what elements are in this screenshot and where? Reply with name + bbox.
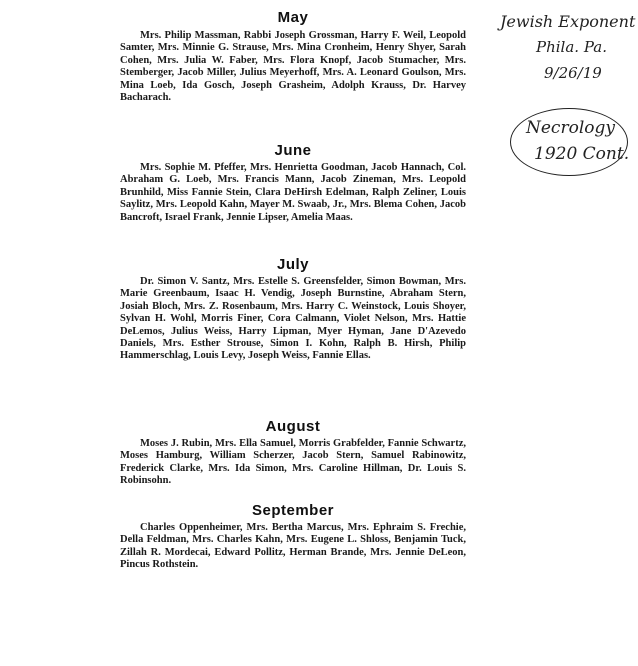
- month-heading-august: August: [265, 418, 321, 435]
- month-heading-september: September: [251, 502, 335, 519]
- annotation-source: Jewish Exponent: [500, 12, 636, 31]
- annotation-necrology: Necrology: [526, 118, 615, 138]
- annotation-year: 1920 Cont.: [534, 144, 630, 164]
- month-heading-june: June: [274, 142, 312, 159]
- annotation-date: 9/26/19: [544, 64, 602, 82]
- necrology-list-august: Moses J. Rubin, Mrs. Ella Samuel, Morris Grabfelder, Fannie Schwartz, Moses Hamburg, William Scherzer, Jacob Stern, Samuel Rabinowitz, Frederick Clarke, Mrs. Ida Simon, Mrs. Caroline Hillman, Dr. Louis S. Robinsohn.: [120, 438, 466, 487]
- necrology-list-july: Dr. Simon V. Santz, Mrs. Estelle S. Greensfelder, Simon Bowman, Mrs. Marie Greenbaum, Isaac H. Vendig, Joseph Burnstine, Abraham Stern, Josiah Bloch, Mrs. Z. Rosenbaum, Mrs. Harry C. Weinstock, Louis Shoyer, Sylvan H. Wohl, Morris Finer, Cora Calmann, Violet Nelson, Mrs. Hattie DeLemos, Julius Weiss, Harry Lipman, Myer Hyman, Jane D'Azevedo Daniels, Mrs. Esther Strouse, Simon I. Kohn, Ralph B. Hirsh, Philip Hammerschlag, Louis Levy, Joseph Weiss, Fannie Ellas.: [120, 276, 466, 362]
- necrology-list-september: Charles Oppenheimer, Mrs. Bertha Marcus, Mrs. Ephraim S. Frechie, Della Feldman, Mrs. Charles Kahn, Mrs. Eugene L. Shloss, Benjamin Tuck, Zillah R. Mordecai, Edward Pollitz, Herman Brande, Mrs. Jennie DeLeon, Pincus Rothstein.: [120, 522, 466, 571]
- month-heading-july: July: [276, 256, 309, 273]
- newspaper-clipping: [108, 0, 478, 620]
- annotation-city: Phila. Pa.: [536, 38, 607, 56]
- necrology-list-june: Mrs. Sophie M. Pfeffer, Mrs. Henrietta Goodman, Jacob Hannach, Col. Abraham G. Loeb, Mrs. Francis Mann, Jacob Zineman, Mrs. Leopold Brunhild, Miss Fannie Stein, Clara DeHirsh Edelman, Ralph Zeliner, Louis Saylitz, Mrs. Leopold Kahn, Mayer M. Swaab, Jr., Mrs. Blema Cohen, Jacob Bancroft, Israel Frank, Jennie Lipser, Amelia Maas.: [120, 162, 466, 223]
- month-heading-may: May: [277, 9, 309, 26]
- necrology-list-may: Mrs. Philip Massman, Rabbi Joseph Grossman, Harry F. Weil, Leopold Samter, Mrs. Minnie G. Strause, Mrs. Mina Cronheim, Henry Shyer, Sarah Cohen, Mrs. Julia W. Faber, Mrs. Flora Knopf, Jacob Stumacher, Mrs. Stemberger, Jacob Miller, Julius Meyerhoff, Mrs. A. Leonard Goulson, Mrs. Mina Loeb, Ida Gosch, Joseph Grasheim, Adolph Krauss, Dr. Harvey Bacharach.: [120, 30, 466, 104]
